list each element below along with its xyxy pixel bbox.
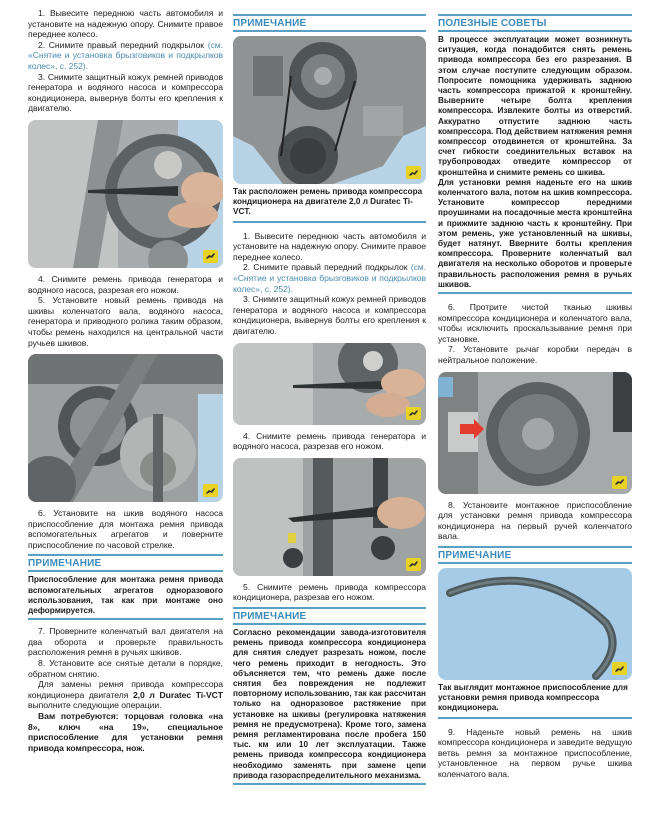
step-1: 1. Вывесите переднюю часть автомобиля и установите на надежную опору. Снимите правое переднее колесо. (28, 8, 223, 40)
intro-text-a: Для замены ремня привода компрессора кондиционера двигателя (28, 679, 223, 700)
engine-belt-illustration (28, 354, 223, 502)
note-heading: ПРИМЕЧАНИЕ (233, 14, 426, 32)
column-3 (438, 0, 632, 780)
step-2 (28, 40, 223, 72)
step-8: 8. Установите все снятые детали в порядке, обратном снятию. (28, 658, 223, 679)
step-4: 4. Снимите ремень привода генератора и водяного насоса, разрезав его ножом. (233, 430, 426, 452)
photo-cutting-belt-1 (28, 120, 223, 268)
photo-caption: Так расположен ремень привода компрессора кондиционера на двигателе 2,0 л Duratec Ti-VCT. (233, 184, 426, 223)
engine-compressor-illustration (233, 36, 426, 184)
note-text: Приспособление для монтажа ремня привода вспомогательных агрегатов одноразового использования, так как при монтаже оно деформируется. (28, 572, 223, 620)
wrench-car-icon (203, 484, 218, 497)
step-2-text: 2. Снимите правый передний подкрылок (38, 39, 205, 50)
crankshaft-pulley-illustration (438, 372, 632, 494)
tools-required: Вам потребуются: торцовая головка «на 8», ключ «на 19», специальное приспособление для установки ремня привода компрессора, нож. (28, 711, 223, 753)
step-6: 6. Протрите чистой тканью шкивы компрессора кондиционера и коленчатого вала, чтобы исключить проскальзывание ремня при установке. (438, 302, 632, 344)
wrench-car-icon (406, 166, 421, 179)
step-2-text: 2. Снимите правый передний подкрылок (243, 262, 408, 273)
intro-paragraph (28, 679, 223, 711)
tips-paragraph-1: В процессе эксплуатации может возникнуть ситуация, когда понадобится снять ремень привода компрессора без его разрезания. В этом случае поступите следующим образом. Попросите помощника удерживать заднюю часть компрессора прижатой к кронштейну. Выверните четыре болта крепления компрессора. Извлеките болты из отверстий. Аккуратно отпустите заднюю часть компрессора. Под действием натяжения ремня компрессор отодвинется от кронштейна. За счет гибкости соединительных вставок на трубопроводах отведите компрессор от кронштейна и снимите ремень со шкива. (438, 35, 632, 177)
tips-heading: ПОЛЕЗНЫЕ СОВЕТЫ (438, 14, 632, 32)
photo-cutting-compressor-belt (233, 458, 426, 576)
mounting-tool-illustration (438, 568, 632, 680)
step-3: 3. Снимите защитный кожух ремней приводов генератора и водяного насоса и компрессора кондиционера, вывернув болты его крепления к двигателю. (233, 294, 426, 336)
knife-pulley-illustration (233, 343, 426, 425)
engine-model: 2,0 л Duratec Ti-VCT (132, 689, 223, 700)
wrench-car-icon (612, 662, 627, 675)
step-2 (233, 262, 426, 294)
note-heading: ПРИМЕЧАНИЕ (438, 546, 632, 564)
step-7: 7. Проверните коленчатый вал двигателя на два оборота и проверьте правильность расположения ремня в ручьях шкивов. (28, 626, 223, 658)
engine-pulley-knife-illustration (28, 120, 223, 268)
step-7: 7. Установите рычаг коробки передач в нейтральное положение. (438, 344, 632, 366)
step-2-link[interactable]: (см. «Снятие и установка брызговиков и подкрылков колес», с. 252). (28, 39, 224, 71)
step-5: 5. Установите новый ремень привода на шкивы коленчатого вала, водяного насоса, генератора и приводного ролика таким образом, чтобы ремень находился на центральной части ручьев шкивов. (28, 295, 223, 348)
photo-crankshaft-pulley (438, 372, 632, 494)
knife-compressor-illustration (233, 458, 426, 576)
photo-mounting-tool (438, 568, 632, 680)
column-1 (28, 0, 223, 753)
note-heading: ПРИМЕЧАНИЕ (233, 607, 426, 625)
step-8: 8. Установите монтажное приспособление для установки ремня привода компрессора кондиционера на первый ручей коленчатого вала. (438, 499, 632, 542)
step-1: 1. Вывесите переднюю часть автомобиля и установите на надежную опору. Снимите правое переднее колесо. (233, 230, 426, 262)
step-5: 5. Снимите ремень привода компрессора кондиционера, разрезав его ножом. (233, 581, 426, 603)
photo-caption: Так выглядит монтажное приспособление для установки ремня привода компрессора кондиционера. (438, 680, 632, 719)
step-4: 4. Снимите ремень привода генератора и водяного насоса, разрезая его ножом. (28, 273, 223, 295)
step-9: 9. Наденьте новый ремень на шкив компрессора кондиционера и заведите ведущую ветвь ремня за монтажное приспособление, установленное на первом ручье шкива коленчатого вала. (438, 726, 632, 779)
photo-cutting-belt-2 (233, 343, 426, 425)
tips-paragraph-2: Для установки ремня наденьте его на шкив коленчатого вала, потом на шкив компрессора. Установите компрессор передними проушинами на посадочные места кронштейна и прижмите заднюю часть к кронштейну. При этом ремень, уже установленный на шкивы, будет натянут. Вверните болты крепления компрессора. Проверните коленчатый вал двигателя на несколько оборотов и проверьте правильность расположения ремня в ручьях шкивов. (438, 178, 632, 294)
step-3: 3. Снимите защитный кожух ремней приводов генератора и водяного насоса и компрессора кондиционера, вывернув болты его крепления к двигателю. (28, 71, 223, 114)
step-2-link[interactable]: (см. «Снятие и установка брызговиков и подкрылков колес», с. 252). (233, 262, 426, 294)
wrench-car-icon (203, 250, 218, 263)
wrench-car-icon (612, 476, 627, 489)
step-6: 6. Установите на шкив водяного насоса приспособление для монтажа ремня привода вспомогательных агрегатов и поверните приспособление по часовой стрелке. (28, 508, 223, 550)
column-2 (233, 0, 426, 785)
wrench-car-icon (406, 558, 421, 571)
note-heading: ПРИМЕЧАНИЕ (28, 554, 223, 572)
photo-belt-pulleys (28, 354, 223, 502)
wrench-car-icon (406, 407, 421, 420)
note-text: Согласно рекомендации завода-изготовителя ремень привода компрессора кондиционера для снятия следует разрезать ножом, после чего ремень приходит в негодность. Это объясняется тем, что ремень даже после снятия без повреждения не подлежит повторному использованию, так как рассчитан только на одноразовое растяжение при установке на шкивы (регулировка натяжения ремня не предусмотрена). Кроме того, замена ремня регламентирована после пробега 150 тыс. км или 10 лет эксплуатации. Также ремень привода компрессора кондиционера необходимо заменять при замене цепи привода газораспределительного механизма. (233, 625, 426, 785)
intro-text-b: выполните следующие операции. (28, 700, 162, 711)
photo-compressor-belt (233, 36, 426, 184)
